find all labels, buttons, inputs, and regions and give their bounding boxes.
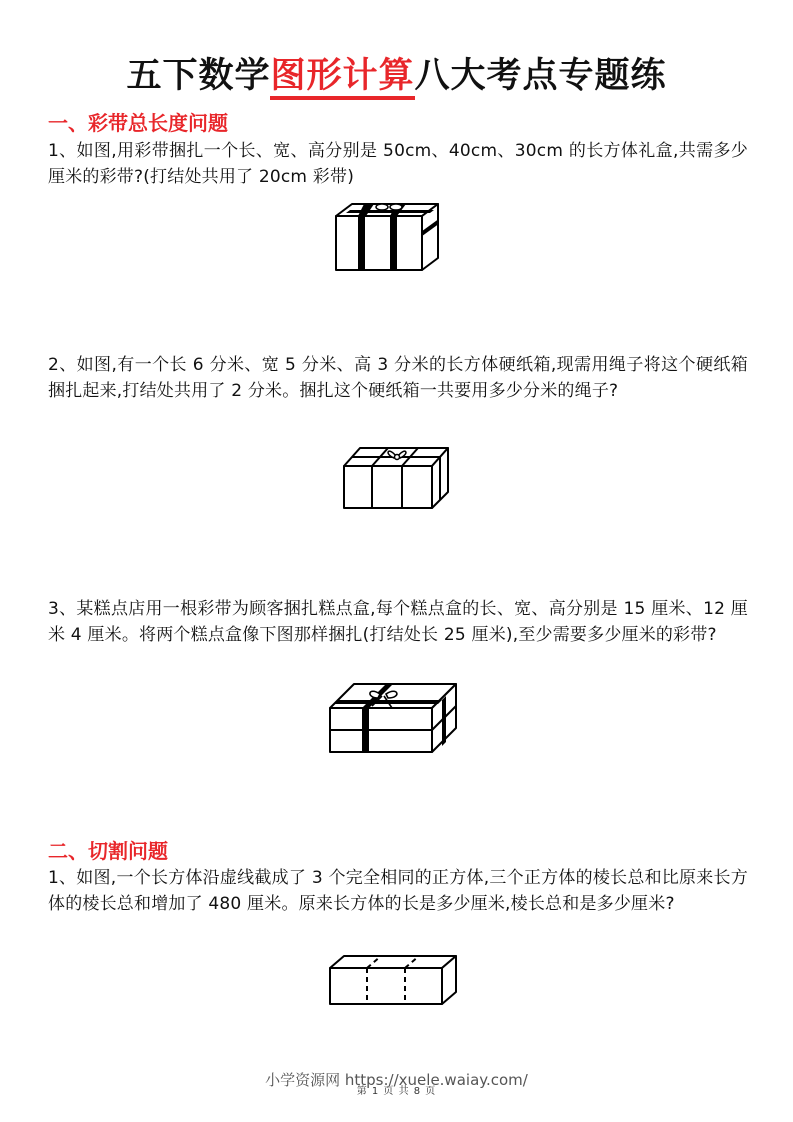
gift-box-figure-1: [330, 198, 442, 276]
section1-question3: 3、某糕点店用一根彩带为顾客捆扎糕点盒,每个糕点盒的长、宽、高分别是 15 厘米、12 厘米 4 厘米。将两个糕点盒像下图那样捆扎(打结处长 25 厘米),至少需要多少厘米的彩带?: [48, 599, 748, 645]
title-part1: 五下数学: [126, 56, 271, 96]
paper-box-figure-2: [340, 440, 452, 512]
section1-question1: 1、如图,用彩带捆扎一个长、宽、高分别是 50cm、40cm、30cm 的长方体礼盒,共需多少厘米的彩带?(打结处共用了 20cm 彩带): [48, 141, 748, 187]
page-title: [0, 52, 793, 100]
section1-heading: 一、彩带总长度问题: [48, 111, 228, 135]
watermark-text: 小学资源网 https://xuele.waiay.com/: [265, 1071, 528, 1089]
cake-box-figure-3: [326, 680, 460, 756]
page-number: 第 1 页 共 8 页: [356, 1086, 437, 1097]
title-part2: 八大考点专题练: [414, 56, 667, 96]
cuboid-cut-figure: [326, 952, 460, 1008]
section2-question1: 1、如图,一个长方体沿虚线截成了 3 个完全相同的正方体,三个正方体的棱长总和比原来长方体的棱长总和增加了 480 厘米。原来长方体的长是多少厘米,棱长总和是多少厘米?: [48, 868, 748, 914]
section2-heading: 二、切割问题: [48, 839, 168, 863]
title-highlight: 图形计算: [270, 56, 414, 100]
section1-question2: 2、如图,有一个长 6 分米、宽 5 分米、高 3 分米的长方体硬纸箱,现需用绳子将这个硬纸箱捆扎起来,打结处共用了 2 分米。捆扎这个硬纸箱一共要用多少分米的绳子?: [48, 355, 748, 401]
